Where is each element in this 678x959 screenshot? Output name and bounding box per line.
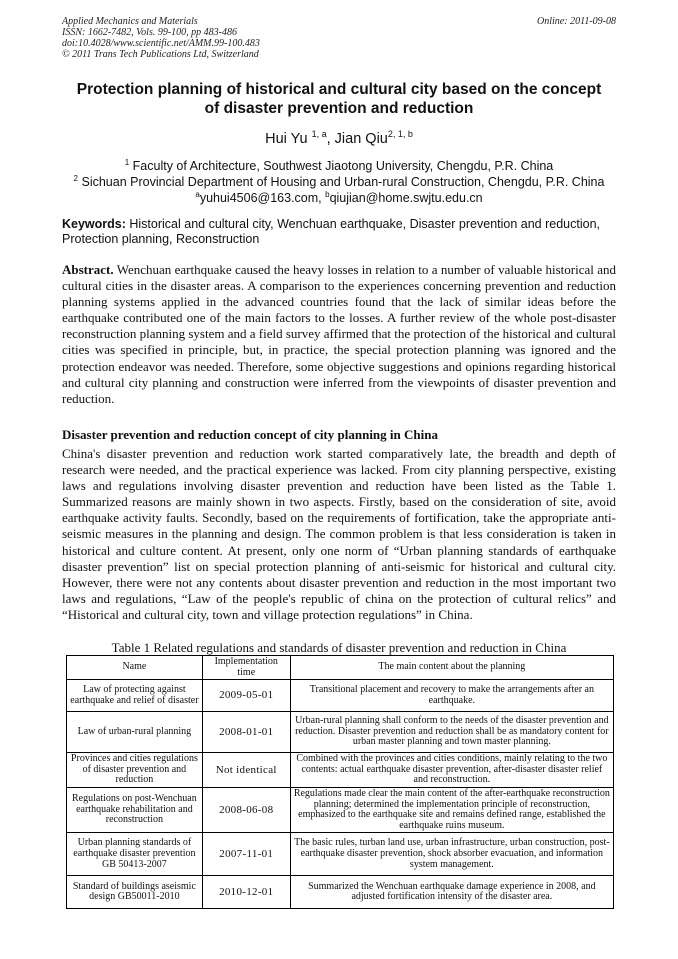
paper-title — [50, 80, 628, 118]
cell-name: Regulations on post-Wenchuan earthquake rehabilitation and reconstruction — [67, 787, 203, 832]
doi-line: doi:10.4028/www.scientific.net/AMM.99-100.483 — [62, 38, 260, 49]
cell-time: 2010-12-01 — [202, 876, 290, 909]
cell-time: 2009-05-01 — [202, 680, 290, 712]
header-name: Name — [67, 656, 203, 680]
table-row — [67, 833, 614, 876]
author-separator: , — [326, 130, 335, 147]
cell-time: Not identical — [202, 753, 290, 788]
title-line-1: Protection planning of historical and cultural city based on the concept — [76, 81, 602, 98]
table-row — [67, 787, 614, 832]
cell-content: Transitional placement and recovery to make the arrangements after an earthquake. — [290, 680, 613, 712]
cell-content: Combined with the provinces and cities conditions, mainly relating to the two contents: actual earthquake disaster prevention, after-disaster disaster relief and reconstruction. — [290, 753, 613, 788]
online-date: Online: 2011-09-08 — [537, 16, 616, 27]
keywords-label: Keywords: — [62, 217, 126, 231]
keywords — [62, 217, 618, 247]
author-list — [0, 129, 678, 147]
affiliation-2-text: Sichuan Provincial Department of Housing and Urban-rural Construction, Chengdu, P.R. China — [81, 175, 605, 190]
cell-content: The basic rules, turban land use, urban infrastructure, urban construction, post-earthquake disaster prevention, shock absorber evacuation, and information system management. — [290, 833, 613, 876]
cell-content: Urban-rural planning shall conform to the needs of the disaster prevention and reduction. Disaster prevention and reduction shall be as mandatory content for urban master planning and town master planning. — [290, 712, 613, 753]
title-line-2: of disaster prevention and reduction — [204, 100, 474, 117]
cell-name: Standard of buildings aseismic design GB50011-2010 — [67, 876, 203, 909]
header-main-content: The main content about the planning — [290, 656, 613, 680]
table-row — [67, 876, 614, 909]
table-row — [67, 680, 614, 712]
cell-name: Law of protecting against earthquake and relief of disaster — [67, 680, 203, 712]
table-row — [67, 712, 614, 753]
author-1: Hui Yu — [265, 130, 308, 147]
table-caption: Table 1 Related regulations and standards of disaster prevention and reduction in China — [111, 640, 567, 655]
header-implementation-time: Implementation time — [202, 656, 290, 680]
email-b: qiujian@home.swjtu.edu.cn — [329, 191, 483, 206]
affiliation-2-marker: 2 — [73, 174, 78, 183]
cell-name: Law of urban-rural planning — [67, 712, 203, 753]
copyright-line: © 2011 Trans Tech Publications Ltd, Switzerland — [62, 49, 259, 60]
email-b-marker: b — [325, 190, 330, 199]
journal-name: Applied Mechanics and Materials — [62, 16, 198, 27]
abstract-text: Wenchuan earthquake caused the heavy losses in relation to a number of valuable historical and cultural cities in the disaster areas. A comparison to the experiences concerning prevention and reduction planning systems applied in the advanced countries found that the lack of similar ideas before the earthquake contributed one of the main factors to the losses. A further review of the whole post-disaster reconstruction planning system and a field survey affirmed that the protection of the historical and cultural cities was specified in principle, but, in practice, the special protection planning was ignored and the protection endeavor was needed. Therefore, some objective suggestions and opinions regarding historical and cultural city planning and construction were inferred from the viewpoints of disaster prevention and reduction. — [62, 262, 616, 406]
abstract-label: Abstract. — [62, 262, 114, 277]
author-2: Jian Qiu — [334, 130, 388, 147]
author-1-affil: 1, a — [311, 129, 327, 139]
affiliation-1-marker: 1 — [124, 158, 130, 167]
journal-header — [62, 16, 260, 60]
abstract — [62, 262, 616, 407]
table-row — [67, 753, 614, 788]
issn-line: ISSN: 1662-7482, Vols. 99-100, pp 483-486 — [62, 27, 237, 38]
cell-content: Summarized the Wenchuan earthquake damage experience in 2008, and adjusted fortification intensity of the disaster area. — [290, 876, 613, 909]
author-2-affil: 2, 1, b — [387, 129, 413, 139]
cell-content: Regulations made clear the main content of the after-earthquake reconstruction planning; determined the implementation principle of reconstruction, emphasized to the earthquake site and remains defined range, established the earthquake ruins museum. — [290, 787, 613, 832]
cell-time: 2008-01-01 — [202, 712, 290, 753]
affiliation-1-text: Faculty of Architecture, Southwest Jiaotong University, Chengdu, P.R. China — [132, 159, 554, 174]
regulations-table — [66, 655, 614, 909]
section-body: China's disaster prevention and reduction work started comparatively late, the breadth and depth of research were needed, and the practical experience was lacked. From city planning perspective, existing laws and regulations involving disaster prevention and reduction have been listed as the Table 1. Summarized reasons are mainly shown in two aspects. Firstly, based on the consideration of site, avoid earthquake activity faults. Secondly, based on the requirements of fortification, take the appropriate anti-seismic measures in the planning and design. The common problem is that less consideration is taken in historical and culture content. At present, only one norm of “Urban planning standards of earthquake disaster prevention” list on special protection planning of anti-seismic for historical and cultural city. However, there were not any contents about disaster prevention and reduction in the most important two laws and regulations, “Law of the people's republic of china on the protection of cultural relics” and “Historical and cultural city, town and village protection regulations” in China. — [62, 446, 616, 622]
cell-name: Provinces and cities regulations of disaster prevention and reduction — [67, 753, 203, 788]
keywords-text: Historical and cultural city, Wenchuan earthquake, Disaster prevention and reduction, Protection planning, Reconstruction — [62, 217, 601, 246]
author-emails — [0, 187, 678, 206]
email-a-marker: a — [195, 190, 200, 199]
email-a: yuhui4506@163.com, — [199, 191, 326, 206]
cell-time: 2007-11-01 — [202, 833, 290, 876]
section-heading: Disaster prevention and reduction concept of city planning in China — [62, 427, 438, 442]
table-header-row — [67, 656, 614, 680]
cell-time: 2008-06-08 — [202, 787, 290, 832]
cell-name: Urban planning standards of earthquake disaster prevention GB 50413-2007 — [67, 833, 203, 876]
